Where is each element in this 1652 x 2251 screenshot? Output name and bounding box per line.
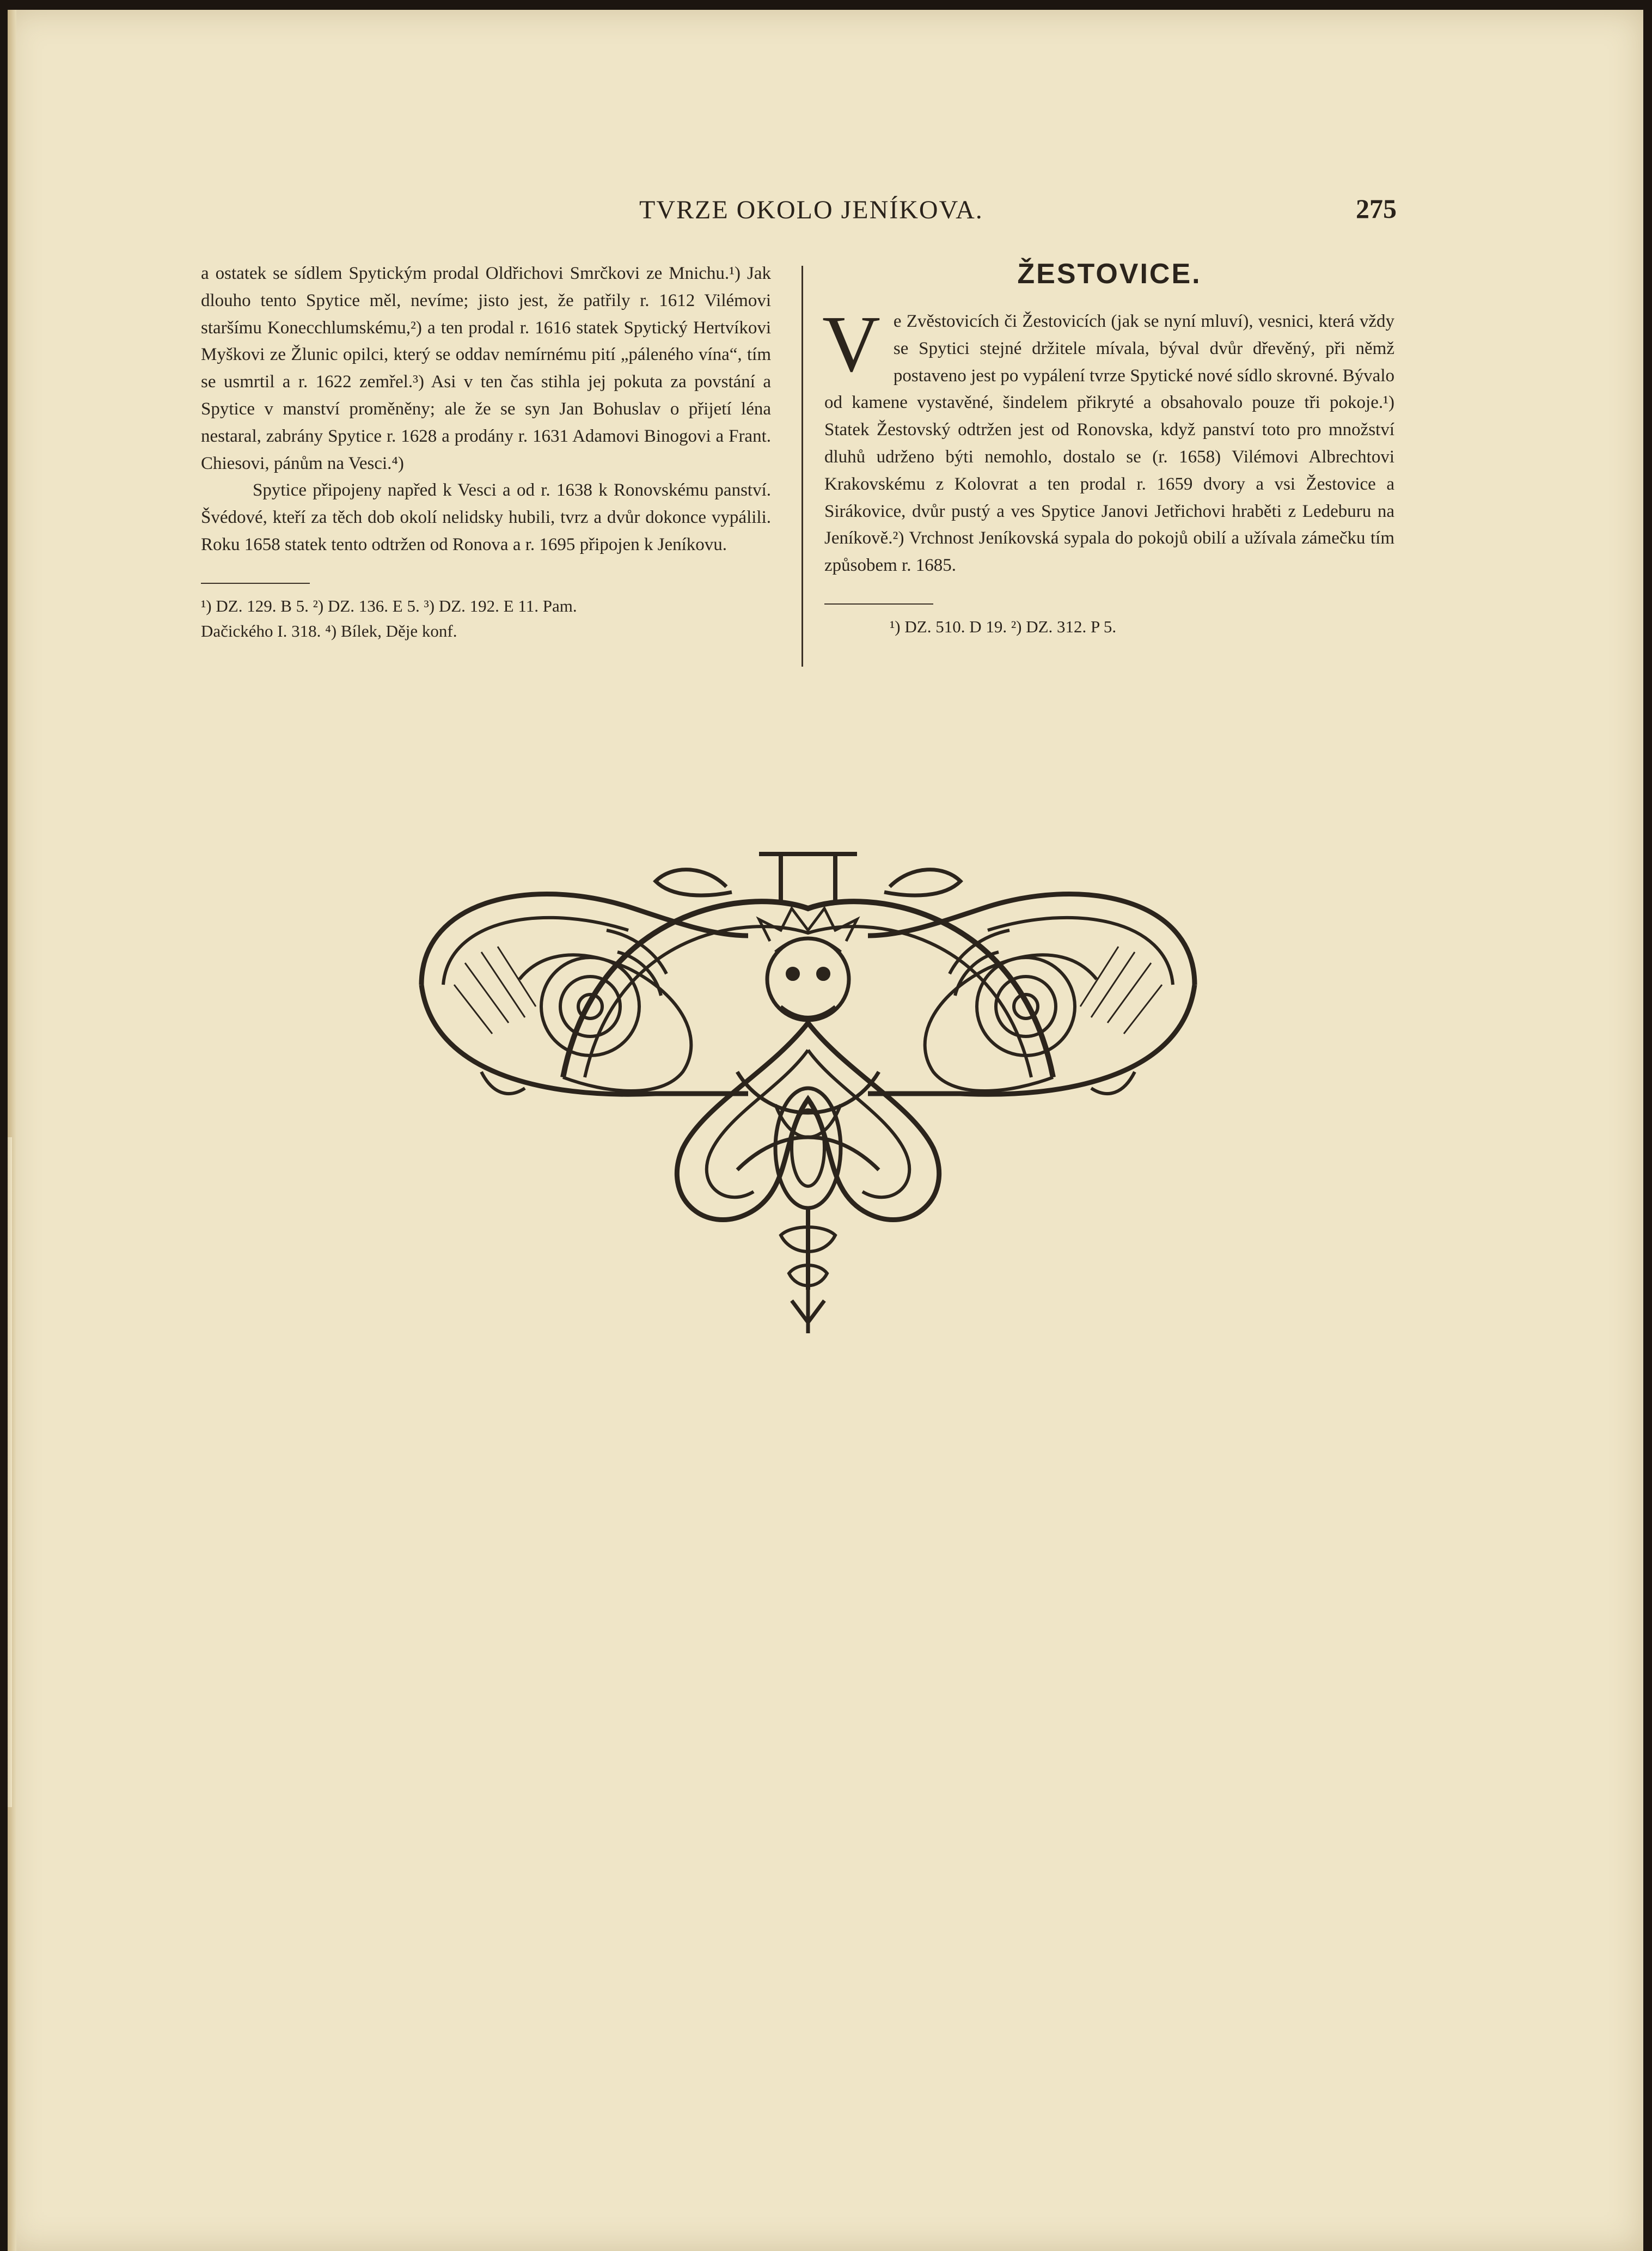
page-number: 275 (1356, 193, 1397, 224)
section-title: ŽESTOVICE. (1017, 258, 1202, 290)
spine-shadow (8, 1137, 12, 1807)
body-paragraph: a ostatek se sídlem Spytickým prodal Oldřichovi Smrčkovi ze Mnichu.¹) Jak dlouho tento Spytice měl, nevíme; jisto jest, že patřily r. 1612 Vilémovi staršímu Konecchlumskému,²) a ten prodal r. 1616 statek Spytický Hertvíkovi Myškovi ze Žlunic opilci, který se oddav nemírnému pití „páleného vína“, tím se usmrtil a r. 1622 zemřel.³) Asi v ten čas stihla jej pokuta za povstání a Spytice v manství proměněny; ale že se syn Jan Bohuslav o přijetí léna nestaral, zabrány Spytice r. 1628 a prodány r. 1631 Adamovi Binogovi a Frant. Chiesovi, pánům na Vesci.⁴) (201, 264, 771, 473)
column-divider (801, 266, 803, 667)
book-page (8, 10, 1643, 2251)
footnote-rule (201, 583, 310, 584)
decorative-vignette-ornament (400, 843, 1216, 1344)
drop-cap: V (822, 300, 880, 389)
page-edge (8, 10, 16, 2251)
body-paragraph-text: e Zvěstovicích či Žestovicích (jak se nyní mluví), vesnici, která vždy se Spytici stejné držitele mívala, býval dvůr dřevěný, při němž postaveno jest po vypálení tvrze Spytické nové sídlo skrovné. Bývalo od kamene vystavěné, šindelem přikryté a obsahovalo pouze tři pokoje.¹) Statek Žestovský odtržen jest od Ronovska, když panství toto pro množství dluhů udrženo býti nemohlo, dostalo se (r. 1658) Vilémovi Albrechtovi Krakovskému z Kolovrat a ten prodal r. 1659 dvory a vsi Žestovice a Sirákovice, dvůr pustý a ves Spytice Janovi Jetřichovi hraběti z Ledeburu na Jeníkově.²) Vrchnost Jeníkovská sypala do pokojů obilí a užívala zámečku tím způsobem r. 1685. (824, 312, 1394, 576)
footnote-rule (824, 603, 933, 605)
right-column (824, 255, 1394, 639)
footnote: ¹) DZ. 129. B 5. ²) DZ. 136. E 5. ³) DZ. 192. E 11. Pam. (201, 596, 577, 615)
left-column (201, 260, 771, 644)
body-paragraph (822, 300, 1394, 579)
body-paragraph: Spytice připojeny napřed k Vesci a od r. 1638 k Ronovskému panství. Švédové, kteří za těch dob okolí nelidsky hubili, tvrz a dvůr dokonce vypálili. Roku 1658 statek tento odtržen od Ronova a r. 1695 připojen k Jeníkovu. (201, 480, 771, 554)
footnote: Dačického I. 318. ⁴) Bílek, Děje konf. (201, 621, 457, 640)
footnote: ¹) DZ. 510. D 19. ²) DZ. 312. P 5. (890, 617, 1117, 636)
running-title: TVRZE OKOLO JENÍKOVA. (639, 196, 983, 224)
